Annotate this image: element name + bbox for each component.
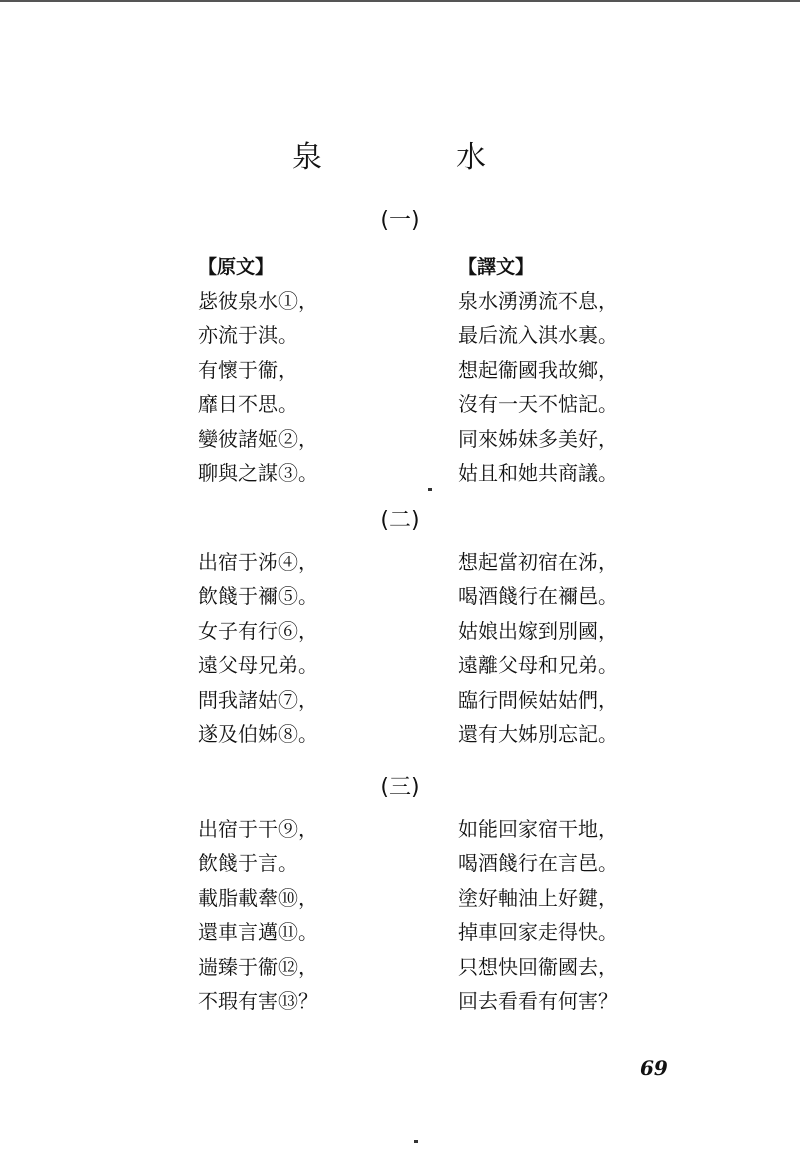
translation-line: 喝酒餞行在言邑。 (458, 851, 618, 876)
section-3-translation (458, 812, 658, 1018)
original-line: 還車言邁⑪。 (198, 920, 318, 945)
section-2-original (198, 545, 398, 751)
page-title: 泉 水 (292, 140, 538, 175)
top-rule (0, 0, 800, 2)
section-3-original (198, 812, 398, 1018)
translation-line: 還有大姊別忘記。 (458, 721, 618, 746)
translation-line: 泉水湧湧流不息， (458, 289, 618, 313)
translation-line: 沒有一天不惦記。 (458, 392, 618, 417)
section-1-translation (458, 250, 658, 490)
original-line: 載脂載舝⑩， (198, 885, 318, 910)
original-line: 問我諸姑⑦， (198, 687, 318, 712)
original-line: 女子有行⑥， (198, 618, 318, 643)
original-line: 聊與之謀③。 (198, 460, 318, 485)
original-line: 有懷于衞， (198, 357, 298, 382)
original-line: 不瑕有害⑬？ (198, 988, 318, 1013)
section-number-1: (一) (380, 208, 420, 233)
translation-line: 如能回家宿干地， (458, 817, 618, 841)
original-line: 孌彼諸姬②， (198, 426, 318, 451)
section-number-3: (三) (380, 775, 420, 800)
scan-speck (428, 488, 432, 491)
translation-line: 只想快回衞國去， (458, 954, 618, 979)
section-2-translation (458, 545, 658, 751)
translation-line: 同來姊妹多美好， (458, 426, 618, 451)
translation-line: 臨行問候姑姑們， (458, 687, 618, 712)
original-line: 出宿于干⑨， (198, 817, 318, 841)
original-line: 靡日不思。 (198, 392, 298, 417)
section-1-original (198, 250, 398, 490)
translation-line: 想起當初宿在泲， (458, 550, 618, 574)
scan-speck (414, 1140, 418, 1143)
translation-line: 姑且和她共商議。 (458, 460, 618, 485)
translation-header: 【譯文】 (458, 256, 535, 278)
translation-line: 回去看看有何害？ (458, 988, 618, 1013)
translation-line: 遠離父母和兄弟。 (458, 653, 618, 678)
page-number: 69 (640, 1056, 668, 1080)
translation-line: 塗好軸油上好鍵， (458, 885, 618, 910)
original-line: 飲餞于言。 (198, 851, 298, 876)
translation-line: 最后流入淇水裏。 (458, 323, 618, 348)
original-line: 遄臻于衞⑫， (198, 954, 318, 979)
original-line: 遠父母兄弟。 (198, 653, 318, 678)
original-line: 毖彼泉水①， (198, 289, 318, 313)
translation-line: 喝酒餞行在禰邑。 (458, 584, 618, 609)
translation-line: 姑娘出嫁到別國， (458, 618, 618, 643)
original-line: 亦流于淇。 (198, 323, 298, 348)
original-text-header: 【原文】 (198, 256, 275, 278)
translation-line: 想起衞國我故鄉， (458, 357, 618, 382)
translation-line: 掉車回家走得快。 (458, 920, 618, 945)
original-line: 遂及伯姊⑧。 (198, 721, 318, 746)
original-line: 飲餞于禰⑤。 (198, 584, 318, 609)
original-line: 出宿于泲④， (198, 550, 318, 574)
section-number-2: (二) (380, 508, 420, 533)
